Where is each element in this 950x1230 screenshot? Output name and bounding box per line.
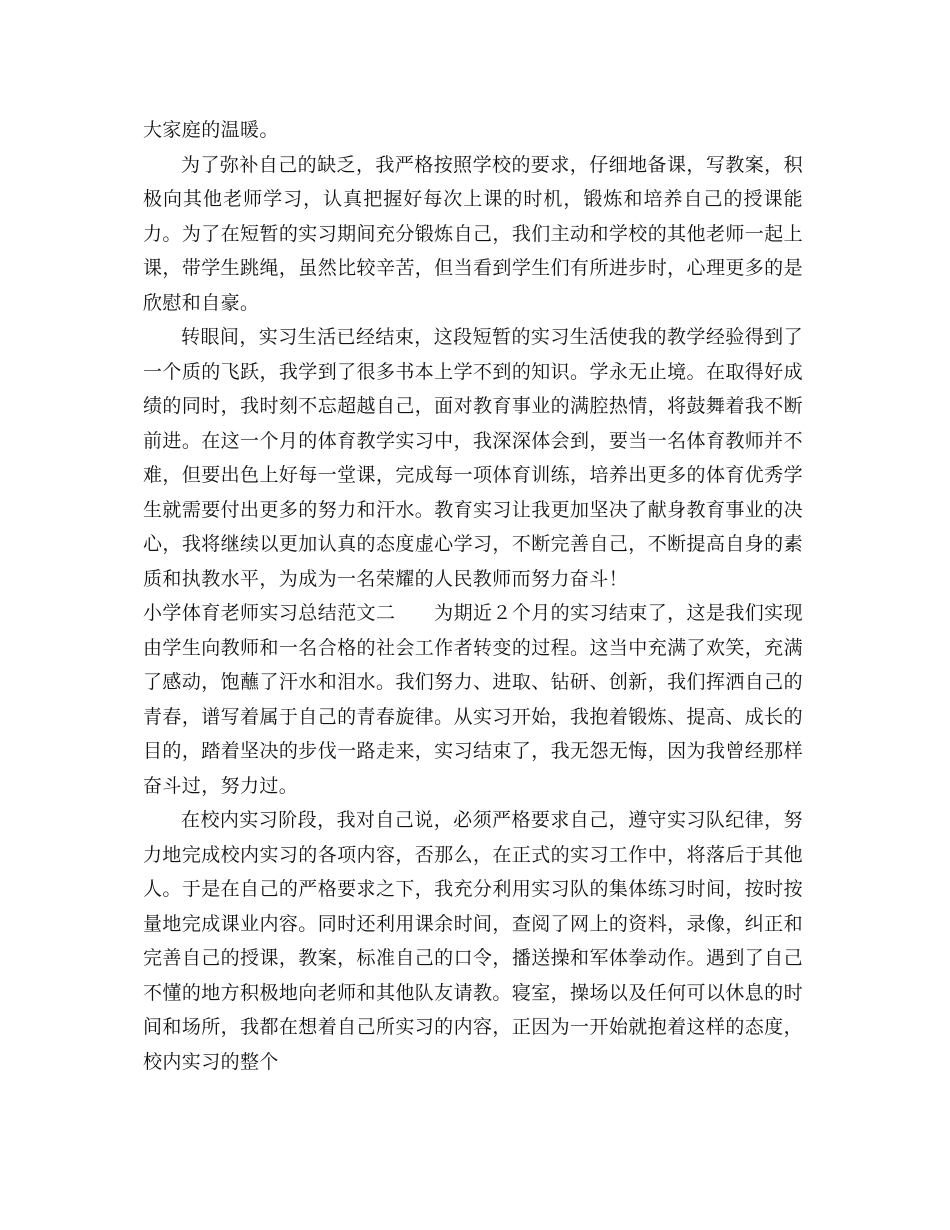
paragraph-internship-reflection: 转眼间，实习生活已经结束，这段短暂的实习生活使我的教学经验得到了一个质的飞跃，我学到了很多书本上学不到的知识。学永无止境。在取得好成绩的同时，我时刻不忘超越自己，面对教育事业的满腔热情，将鼓舞着我不断前进。在这一个月的体育教学实习中，我深深体会到，要当一名体育教师并不难，但要出色上好每一堂课，完成每一项体育训练，培养出更多的体育优秀学生就需要付出更多的努力和汗水。教育实习让我更加坚决了献身教育事业的决心，我将继续以更加认真的态度虚心学习，不断完善自己，不断提高自身的素质和执教水平，为成为一名荣耀的人民教师而努力奋斗！ xyxy=(143,326,803,590)
paragraph-lesson-preparation: 为了弥补自己的缺乏，我严格按照学校的要求，仔细地备课，写教案，积极向其他老师学习，认真把握好每次上课的时机，锻炼和培养自己的授课能力。为了在短暂的实习期间充分锻炼自己，我们主动和学校的其他老师一起上课，带学生跳绳，虽然比较辛苦，但当看到学生们有所进步时，心理更多的是欣慰和自豪。 xyxy=(143,153,803,314)
paragraph-on-campus-practice: 在校内实习阶段，我对自己说，必须严格要求自己，遵守实习队纪律，努力地完成校内实习的各项内容，否那么，在正式的实习工作中，将落后于其他人。于是在自己的严格要求之下，我充分利用实习队的集体练习时间，按时按量地完成课业内容。同时还利用课余时间，查阅了网上的资料，录像，纠正和完善自己的授课，教案，标准自己的口令，播送操和军体拳动作。遇到了自己不懂的地方积极地向老师和其他队友请教。寝室，操场以及任何可以休息的时间和场所，我都在想着自己所实习的内容，正因为一开始就抱着这样的态度，校内实习的整个 xyxy=(143,809,803,1073)
document-body xyxy=(143,113,803,1079)
paragraph-sample-two: 小学体育老师实习总结范文二 为期近２个月的实习结束了，这是我们实现由学生向教师和一名合格的社会工作者转变的过程。这当中充满了欢笑，充满了感动，饱蘸了汗水和泪水。我们努力、进取、钻研、创新，我们挥洒自己的青春，谱写着属于自己的青春旋律。从实习开始，我抱着锻炼、提高、成长的目的，踏着坚决的步伐一路走来，实习结束了，我无怨无悔，因为我曾经那样奋斗过，努力过。 xyxy=(143,602,803,797)
paragraph-continuation: 大家庭的温暖。 xyxy=(143,119,279,141)
